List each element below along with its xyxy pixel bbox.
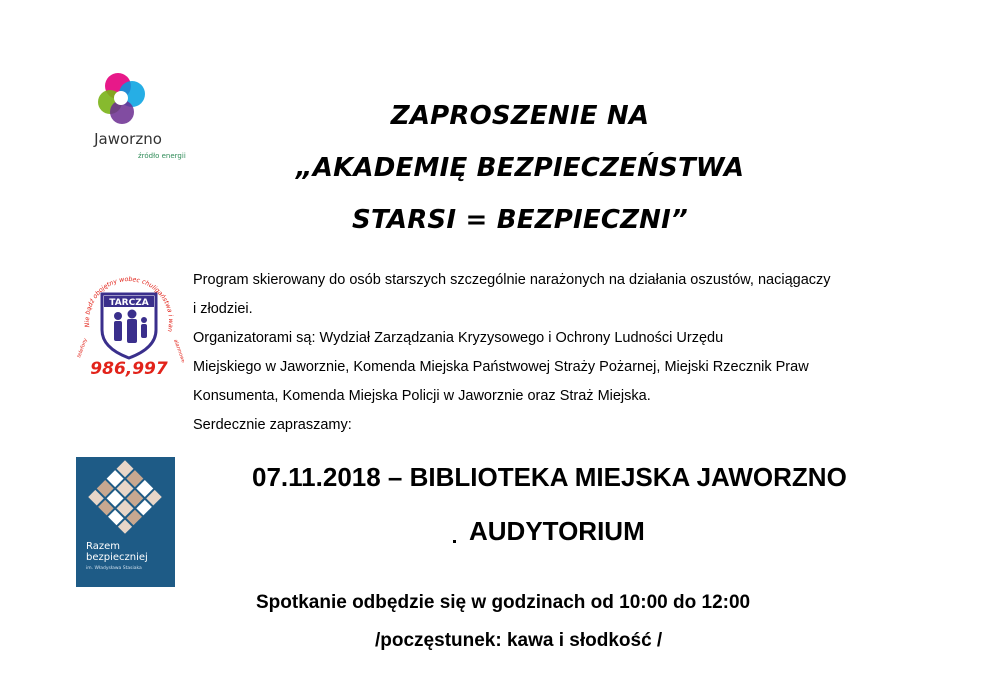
tarcza-logo	[74, 260, 184, 385]
tarcza-phone-left: telefony	[76, 337, 89, 359]
event-date-place: 07.11.2018 – BIBLIOTEKA MIEJSKA JAWORZNO	[252, 462, 847, 492]
description-line: Serdecznie zapraszamy:	[193, 417, 352, 433]
razem-logo-name	[86, 541, 148, 563]
jaworzno-logo-name: Jaworzno	[94, 130, 162, 148]
razem-logo-subtitle: im. Władysława Stasiaka	[86, 566, 142, 571]
razem-bezpieczniej-logo	[76, 457, 175, 587]
tarcza-numbers: 986,997	[90, 359, 168, 379]
razem-name-line-2: bezpieczniej	[86, 552, 148, 563]
jaworzno-logo	[78, 70, 188, 170]
event-refreshments: /poczęstunek: kawa i słodkość /	[375, 630, 663, 651]
event-time: Spotkanie odbędzie się w godzinach od 10:00 do 12:00	[256, 592, 751, 613]
tarcza-phone-right: alarmowe	[172, 338, 184, 364]
title-line-2: „AKADEMIĘ BEZPIECZEŃSTWA	[295, 153, 745, 183]
title-line-1: ZAPROSZENIE NA	[390, 101, 650, 131]
title-line-3: STARSI = BEZPIECZNI”	[352, 205, 688, 235]
razem-logo-mark	[76, 457, 175, 537]
tarcza-logo-mark	[74, 260, 184, 385]
description-line: i złodziei.	[193, 301, 253, 317]
event-room: AUDYTORIUM	[469, 516, 645, 546]
razem-name-line-1: Razem	[86, 541, 120, 552]
stray-dot	[453, 540, 456, 543]
description-line: Organizatorami są: Wydział Zarządzania Kryzysowego i Ochrony Ludności Urzędu	[193, 330, 724, 346]
invitation-title	[240, 90, 800, 246]
description-line: Program skierowany do osób starszych szczególnie narażonych na działania oszustów, naciągaczy	[193, 272, 831, 288]
description-line: Miejskiego w Jaworznie, Komenda Miejska Państwowej Straży Pożarnej, Miejski Rzecznik Praw	[193, 359, 809, 375]
description-line: Konsumenta, Komenda Miejska Policji w Jaworznie oraz Straż Miejska.	[193, 388, 651, 404]
tarcza-label: TARCZA	[109, 298, 149, 308]
jaworzno-logo-mark	[88, 70, 168, 130]
program-description	[193, 266, 953, 440]
jaworzno-logo-tagline: źródło energii	[138, 152, 186, 160]
tarcza-ring-text: Nie bądź obojętny wobec chuligaństwa i wan	[83, 276, 175, 333]
